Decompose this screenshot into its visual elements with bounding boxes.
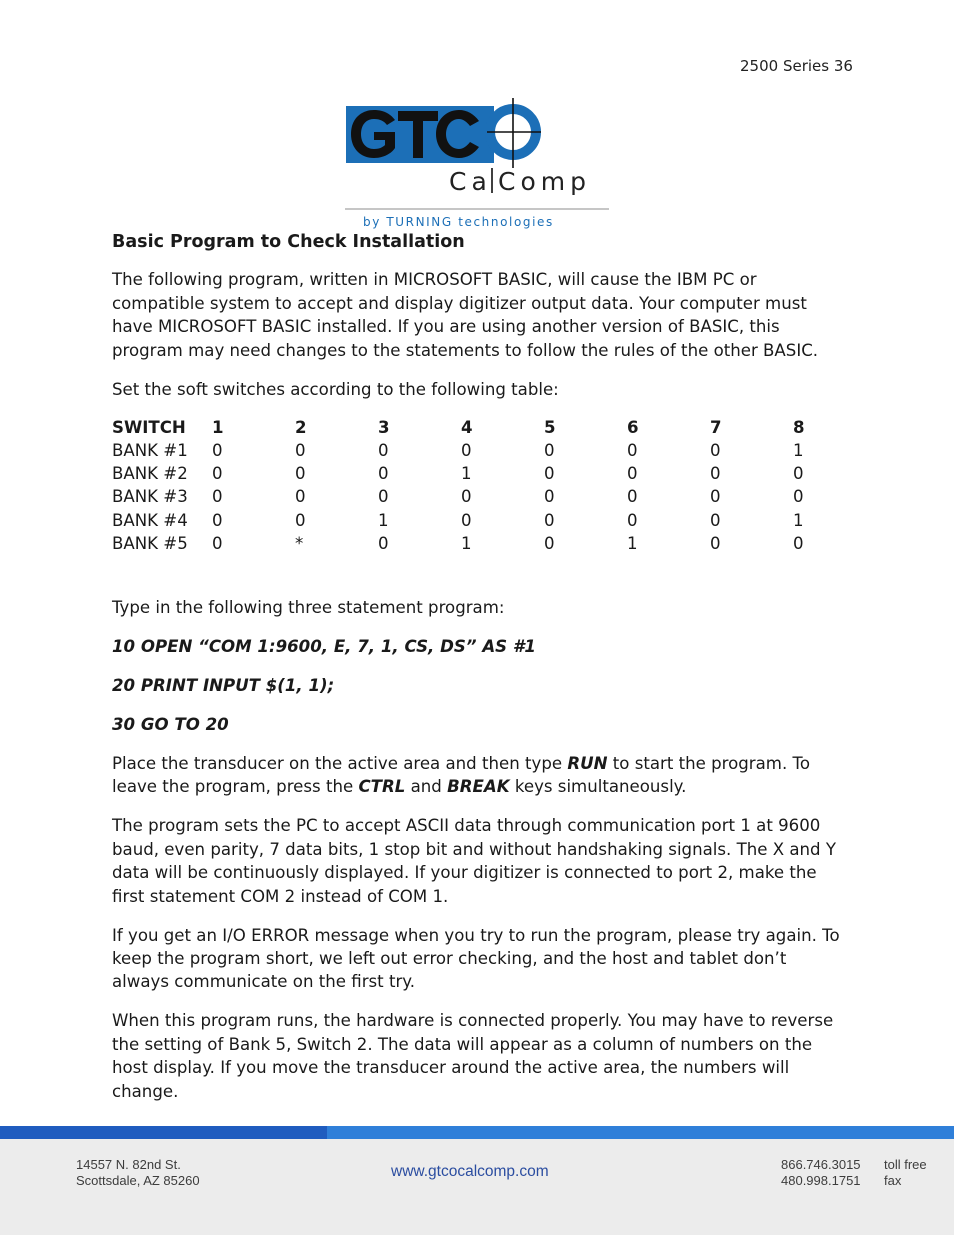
address-line: Scottsdale, AZ 85260	[76, 1173, 200, 1188]
run-text-4: keys simultaneously.	[509, 777, 687, 797]
table-cell: *	[295, 533, 304, 553]
table-cell: 1	[461, 533, 472, 553]
table-cell: 0	[710, 533, 721, 553]
address-line: 14557 N. 82nd St.	[76, 1157, 181, 1172]
table-cell: 0	[378, 487, 389, 507]
table-cell: 0	[461, 441, 472, 461]
table-header-cell: 8	[793, 417, 805, 437]
table-cell: 0	[378, 464, 389, 484]
table-cell: 0	[378, 441, 389, 461]
toll-free-label: toll free	[884, 1157, 927, 1172]
set-switches-paragraph: Set the soft switches according to the following table:	[112, 379, 559, 399]
toll-free-number: 866.746.3015	[781, 1157, 861, 1172]
footer-phone-numbers	[781, 1157, 861, 1189]
run-text-2: to start the program. To leave the program, press the	[112, 754, 810, 797]
table-cell: 0	[544, 510, 555, 530]
run-key: RUN	[567, 754, 608, 774]
table-cell: BANK #5	[112, 533, 188, 553]
table-cell: BANK #2	[112, 464, 188, 484]
table-header-cell: 4	[461, 417, 473, 437]
table-row	[112, 509, 805, 532]
table-cell: 1	[793, 510, 804, 530]
table-row	[112, 485, 805, 508]
ctrl-key: CTRL	[358, 777, 406, 797]
code-line-2: 20 PRINT INPUT $(1, 1);	[112, 676, 335, 696]
table-cell: 0	[710, 487, 721, 507]
table-cell: 1	[378, 510, 389, 530]
table-cell: 0	[212, 510, 223, 530]
run-instructions-paragraph	[112, 752, 842, 799]
table-cell: 0	[710, 464, 721, 484]
table-header-row	[112, 416, 805, 439]
table-cell: BANK #1	[112, 441, 188, 461]
table-cell: 0	[793, 533, 804, 553]
fax-number: 480.998.1751	[781, 1173, 861, 1188]
svg-text:Ca: Ca	[449, 167, 492, 196]
switch-table	[112, 416, 805, 555]
table-cell: 0	[710, 510, 721, 530]
table-cell: 0	[544, 464, 555, 484]
table-cell: 0	[212, 533, 223, 553]
footer-phone-labels	[884, 1157, 927, 1189]
table-row	[112, 439, 805, 462]
table-cell: 0	[627, 487, 638, 507]
table-cell: 0	[295, 510, 306, 530]
table-cell: 0	[212, 487, 223, 507]
table-cell: 0	[212, 441, 223, 461]
table-cell: 0	[461, 510, 472, 530]
table-cell: BANK #4	[112, 510, 188, 530]
table-cell: 1	[461, 464, 472, 484]
fax-label: fax	[884, 1173, 902, 1188]
table-cell: 0	[544, 533, 555, 553]
table-cell: 0	[295, 487, 306, 507]
footer-accent-bar	[0, 1126, 327, 1139]
table-header-cell: 5	[544, 417, 556, 437]
io-error-paragraph: If you get an I/O ERROR message when you try to run the program, please try again. To keep the program short, we left out error checking, and the host and tablet don’t always communicate on the first try.	[112, 925, 840, 992]
type-in-paragraph: Type in the following three statement program:	[112, 598, 505, 618]
table-cell: 0	[378, 533, 389, 553]
table-cell: 0	[627, 464, 638, 484]
table-cell: 0	[295, 441, 306, 461]
gtco-calcomp-logo	[343, 98, 613, 233]
svg-text:by TURNING technologies: by TURNING technologies	[363, 215, 554, 229]
break-key: BREAK	[447, 777, 510, 797]
table-cell: 0	[710, 441, 721, 461]
table-header-cell: SWITCH	[112, 417, 186, 437]
footer-website-link[interactable]: www.gtcocalcomp.com	[391, 1163, 549, 1180]
table-cell: 0	[793, 464, 804, 484]
svg-text:Comp: Comp	[498, 167, 591, 196]
program-runs-paragraph: When this program runs, the hardware is connected properly. You may have to reverse the setting of Bank 5, Switch 2. The data will appear as a column of numbers on the host display. If you move the transducer around the active area, the numbers will change.	[112, 1011, 834, 1101]
table-cell: 1	[793, 441, 804, 461]
run-text-3: and	[405, 777, 448, 797]
table-cell: 0	[295, 464, 306, 484]
ascii-settings-paragraph: The program sets the PC to accept ASCII data through communication port 1 at 9600 baud, even parity, 7 data bits, 1 stop bit and without handshaking signals. The X and Y data will be continuously displayed. If your digitizer is connected to port 2, make the first statement COM 2 instead of COM 1.	[112, 816, 836, 906]
page-footer	[0, 1126, 954, 1235]
table-cell: 0	[544, 487, 555, 507]
table-cell: 1	[627, 533, 638, 553]
table-cell: 0	[627, 510, 638, 530]
table-header-cell: 1	[212, 417, 224, 437]
code-line-1: 10 OPEN “COM 1:9600, E, 7, 1, CS, DS” AS #1	[112, 637, 536, 657]
code-line-3: 30 GO TO 20	[112, 715, 229, 735]
table-cell: 0	[627, 441, 638, 461]
table-header-cell: 2	[295, 417, 307, 437]
table-header-cell: 3	[378, 417, 390, 437]
table-row	[112, 462, 805, 485]
footer-accent-bar	[327, 1126, 954, 1139]
table-cell: 0	[212, 464, 223, 484]
table-cell: 0	[793, 487, 804, 507]
table-row	[112, 532, 805, 555]
table-header-cell: 7	[710, 417, 722, 437]
document-body	[112, 228, 842, 1119]
table-cell: 0	[461, 487, 472, 507]
section-heading: Basic Program to Check Installation	[112, 232, 465, 252]
intro-paragraph: The following program, written in MICROSOFT BASIC, will cause the IBM PC or compatible system to accept and display digitizer output data. Your computer must have MICROSOFT BASIC installed. If you are using another version of BASIC, this program may need changes to the statements to follow the rules of the other BASIC.	[112, 270, 819, 360]
table-cell: 0	[544, 441, 555, 461]
page-number: 2500 Series 36	[740, 57, 853, 75]
run-text-1: Place the transducer on the active area and then type	[112, 754, 568, 774]
footer-address	[76, 1157, 200, 1189]
table-header-cell: 6	[627, 417, 639, 437]
table-cell: BANK #3	[112, 487, 188, 507]
